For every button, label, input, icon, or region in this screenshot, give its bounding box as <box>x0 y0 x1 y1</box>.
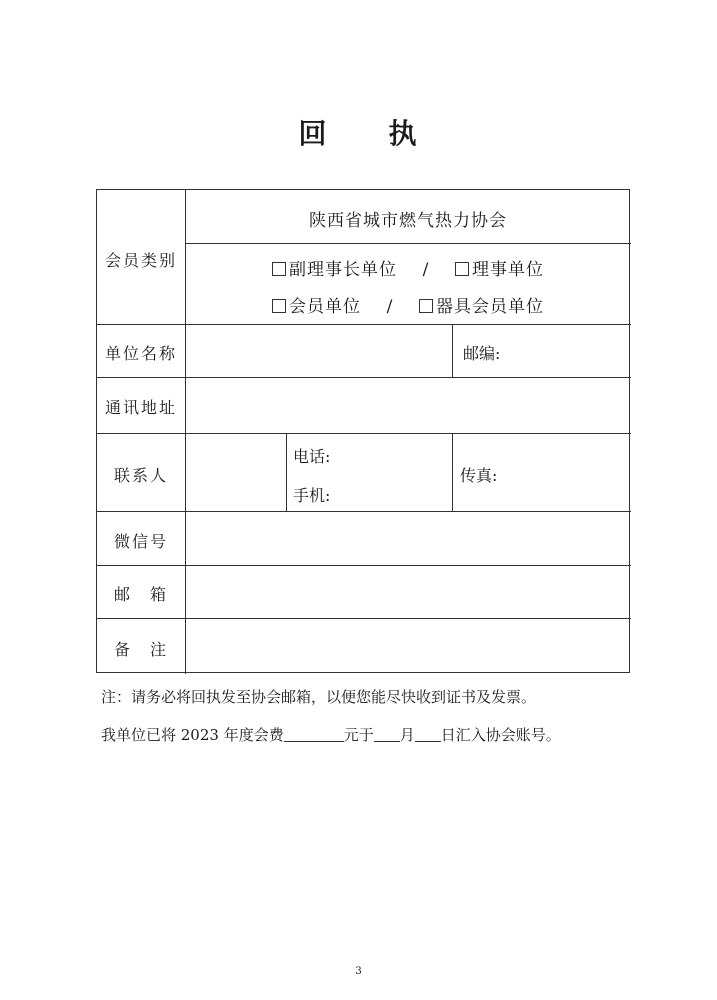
association-name: 陕西省城市燃气热力协会 <box>309 211 507 231</box>
category-options-row-2 <box>185 292 631 317</box>
fee-text-d: 日汇入协会账号。 <box>440 726 561 744</box>
day-blank[interactable] <box>415 727 441 742</box>
fax-label: 传真: <box>460 466 498 485</box>
option-director: 理事单位 <box>471 260 544 280</box>
fee-amount-blank[interactable] <box>284 727 344 742</box>
checkbox-director[interactable] <box>455 262 469 276</box>
note-line-1: 注：请务必将回执发至协会邮箱，以便您能尽快收到证书及发票。 <box>101 688 537 706</box>
page-number: 3 <box>355 966 362 977</box>
mobile-label: 手机: <box>293 486 331 505</box>
checkbox-vice-chairman[interactable] <box>272 262 286 276</box>
wechat-label: 微信号 <box>113 532 168 551</box>
option-vice-chairman: 副理事长单位 <box>289 260 397 280</box>
option-member: 会员单位 <box>289 297 361 317</box>
address-label: 通讯地址 <box>104 398 177 417</box>
page-title <box>0 112 717 152</box>
category-options-row-1 <box>185 255 631 280</box>
fee-text-a: 我单位已将 2023 年度会费 <box>101 726 284 744</box>
fee-text-b: 元于 <box>343 726 374 744</box>
contact-label: 联系人 <box>113 466 168 485</box>
reply-form-table <box>96 189 630 673</box>
unit-name-label: 单位名称 <box>104 344 177 363</box>
option-appliance-member: 器具会员单位 <box>435 297 544 317</box>
remarks-label: 备 注 <box>113 640 168 659</box>
email-label: 邮 箱 <box>113 585 168 604</box>
checkbox-member[interactable] <box>272 299 286 313</box>
phone-label: 电话: <box>293 447 331 466</box>
title-char-2: 执 <box>388 117 419 150</box>
checkbox-appliance-member[interactable] <box>419 299 433 313</box>
member-category-label: 会员类别 <box>104 251 177 270</box>
title-char-1: 回 <box>298 117 329 150</box>
month-blank[interactable] <box>374 727 400 742</box>
separator: / <box>386 297 394 317</box>
postcode-label: 邮编: <box>463 344 501 363</box>
note-line-2 <box>101 724 561 745</box>
separator: / <box>422 260 430 280</box>
fee-text-c: 月 <box>399 726 415 744</box>
